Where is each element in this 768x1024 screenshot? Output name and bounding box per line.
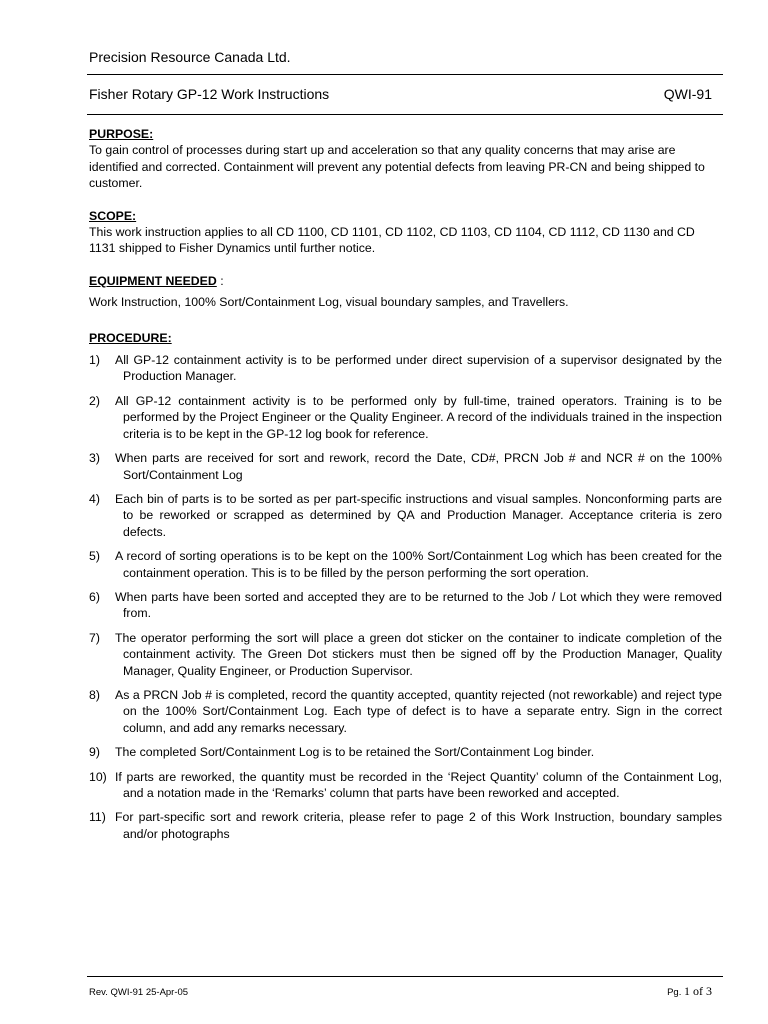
scope-text: This work instruction applies to all CD 1100, CD 1101, CD 1102, CD 1103, CD 1104, CD 1112, CD 1130 and CD 1131 shipped to Fisher Dynamics until further notice. bbox=[89, 225, 695, 256]
list-item bbox=[89, 809, 722, 842]
equipment-text: Work Instruction, 100% Sort/Containment Log, visual boundary samples, and Travellers. bbox=[89, 295, 569, 310]
list-item-text: When parts have been sorted and accepted they are to be returned to the Job / Lot which they were removed from. bbox=[115, 589, 722, 621]
equipment-heading-suffix: : bbox=[216, 273, 224, 288]
list-item-number: 5) bbox=[89, 549, 100, 564]
equipment-section bbox=[89, 273, 722, 311]
list-item-number: 8) bbox=[89, 687, 100, 702]
procedure-section bbox=[89, 330, 722, 843]
list-item-number: 11) bbox=[89, 810, 106, 825]
page-label: Pg. bbox=[667, 987, 682, 998]
list-item-text: A record of sorting operations is to be kept on the 100% Sort/Containment Log which has been created for the containment operation. This is to be filled by the person performing the sort operation. bbox=[115, 549, 722, 580]
equipment-heading: EQUIPMENT NEEDED bbox=[89, 273, 217, 288]
purpose-section bbox=[89, 126, 722, 192]
document-title: Fisher Rotary GP-12 Work Instructions bbox=[89, 86, 330, 102]
list-item-text: All GP-12 containment activity is to be performed under direct supervision of a supervisor designated by the Production Manager. bbox=[115, 353, 722, 384]
list-item-number: 2) bbox=[89, 393, 100, 408]
revision-label: Rev. QWI-91 25-Apr-05 bbox=[89, 987, 189, 998]
footer-divider bbox=[87, 976, 723, 977]
list-item bbox=[89, 744, 722, 760]
list-item-text: The operator performing the sort will place a green dot sticker on the container to indicate completion of the containment activity. The Green Dot stickers must then be signed off by the Production Manager, Quality Manager, Quality Engineer, or Production Supervisor. bbox=[115, 630, 722, 678]
list-item-number: 1) bbox=[89, 353, 100, 368]
scope-heading: SCOPE: bbox=[89, 208, 137, 223]
list-item-number: 3) bbox=[89, 451, 100, 466]
list-item-text: All GP-12 containment activity is to be performed only by full-time, trained operators. Training is to be performed by the Project Engineer or the Quality Engineer. A record of the individuals trained in the inspection criteria is to be kept in the GP-12 log book for reference. bbox=[115, 393, 722, 441]
list-item-text: When parts are received for sort and rework, record the Date, CD#, PRCN Job # and NCR # on the 100% Sort/Containment Log bbox=[115, 451, 722, 482]
list-item-text: Each bin of parts is to be sorted as per part-specific instructions and visual samples. Nonconforming parts are to be reworked or scrapped as determined by QA and Production Manager. Acceptance criteria is zero defects. bbox=[115, 491, 722, 539]
list-item bbox=[89, 393, 722, 442]
list-item-number: 6) bbox=[89, 589, 100, 604]
purpose-heading: PURPOSE: bbox=[89, 127, 154, 141]
list-item bbox=[89, 450, 722, 483]
list-item bbox=[89, 687, 722, 736]
list-item bbox=[89, 352, 722, 385]
document-code: QWI-91 bbox=[663, 86, 712, 102]
page-number: 1 of 3 bbox=[684, 984, 712, 998]
list-item bbox=[89, 589, 722, 622]
list-item-number: 9) bbox=[89, 745, 100, 760]
list-item-text: For part-specific sort and rework criteria, please refer to page 2 of this Work Instruction, boundary samples and/or photographs bbox=[115, 810, 722, 841]
document-body bbox=[89, 126, 722, 850]
scope-section bbox=[89, 208, 722, 257]
list-item bbox=[89, 548, 722, 581]
procedure-list bbox=[89, 352, 722, 842]
list-item-number: 4) bbox=[89, 491, 100, 506]
purpose-text: To gain control of processes during start up and acceleration so that any quality concerns that may arise are identified and corrected. Containment will prevent any potential defects from leaving PR-CN and being shipped to customer. bbox=[89, 143, 705, 191]
list-item-number: 7) bbox=[89, 630, 100, 645]
list-item-text: If parts are reworked, the quantity must be recorded in the ‘Reject Quantity’ column of the Containment Log, and a notation made in the ‘Remarks’ column that parts have been reworked and accepted. bbox=[115, 769, 722, 800]
list-item bbox=[89, 491, 722, 540]
company-name: Precision Resource Canada Ltd. bbox=[89, 49, 291, 65]
page-indicator bbox=[667, 984, 712, 999]
list-item-number: 10) bbox=[89, 769, 107, 784]
procedure-heading: PROCEDURE: bbox=[89, 330, 172, 345]
list-item bbox=[89, 769, 722, 802]
list-item-text: The completed Sort/Containment Log is to be retained the Sort/Containment Log binder. bbox=[115, 745, 595, 760]
header-divider-bottom bbox=[87, 114, 723, 115]
list-item-text: As a PRCN Job # is completed, record the quantity accepted, quantity rejected (not reworkable) and reject type on the 100% Sort/Containment Log. Each type of defect is to have a separate entry. Sign in the correct column, and add any remarks necessary. bbox=[115, 687, 722, 735]
header-divider-top bbox=[87, 74, 723, 75]
list-item bbox=[89, 630, 722, 679]
